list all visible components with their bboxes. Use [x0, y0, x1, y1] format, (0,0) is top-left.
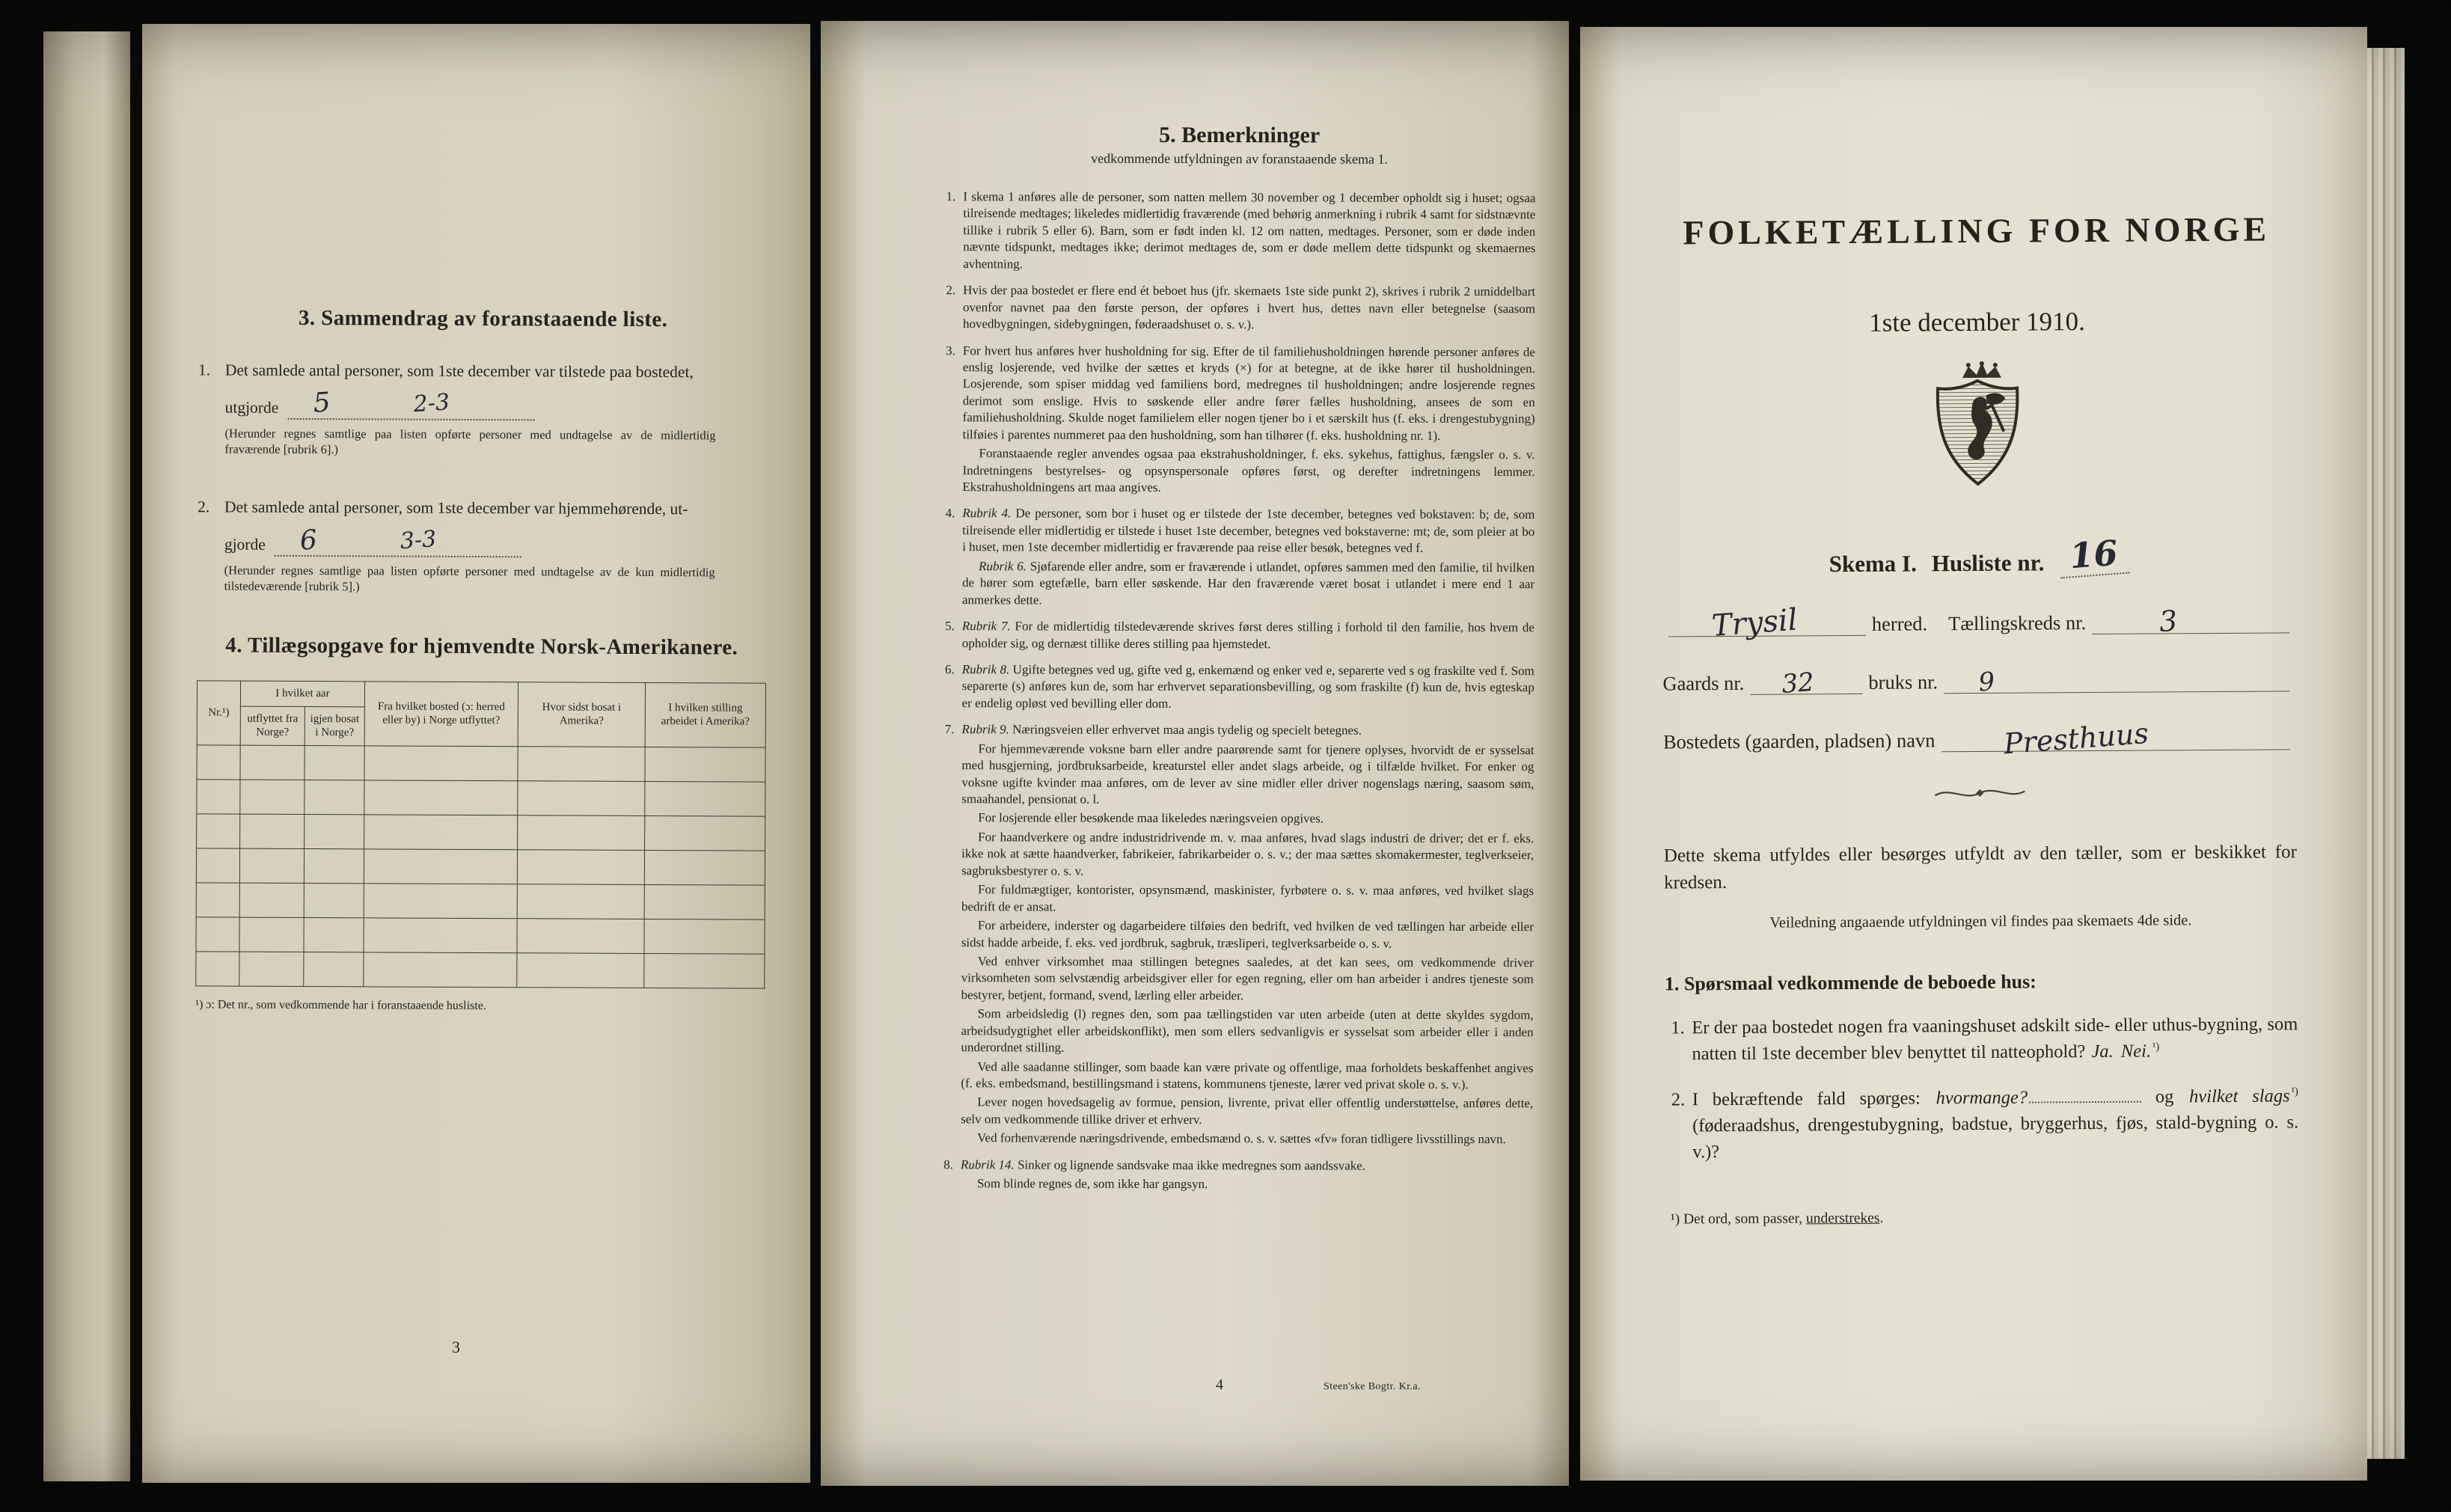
bemerkninger-item [942, 618, 1534, 655]
bemerkninger-item-number: 2. [946, 283, 956, 298]
summary-fill-row [224, 526, 715, 558]
flourish-icon [1931, 783, 2028, 804]
schema-line [1662, 533, 2295, 578]
census-date: 1ste december 1910. [1869, 307, 2085, 337]
summary-item-present [198, 358, 768, 459]
bemerkninger-paragraph: Som blinde regnes de, som ikke har gangsyn. [976, 1176, 1208, 1192]
table-empty-cell [304, 849, 364, 884]
summary-note: (Herunder regnes samtlige paa listen opførte personer med undtagelse av de kun midlertidig tilstedeværende [rubrik 5].) [224, 563, 715, 594]
summary-item-text: Det samlede antal personer, som 1ste december var hjemmehørende, ut- [224, 498, 688, 518]
table-empty-cell [518, 747, 645, 782]
table-empty-cell [305, 746, 364, 780]
table-empty-cell [364, 780, 518, 815]
bemerkninger-paragraph: Ved forhenværende næringsdrivende, embedsmænd o. s. v. sættes «fv» foran tidligere livsstillings navn. [977, 1130, 1506, 1147]
bemerkninger-item-body [962, 661, 1534, 715]
bosted-line [1941, 716, 2290, 761]
bemerkninger-paragraph: For arbeidere, inderster og dagarbeidere tilføies den bedrift, ved hvilken de ved tællingen har arbeide eller sidst hadde arbeide, f. eks. ved jordbruk, sagbruk, træsliperi, teglverksarbeide o. s. v. [961, 918, 1534, 951]
handwritten-husliste-number: 16 [2057, 532, 2129, 579]
filled-by-paragraph: Dette skema utfyldes eller besørges utfyldt av den tæller, som er beskikket for kredsen. [1663, 842, 2297, 893]
bemerkninger-item-number: 1. [946, 189, 956, 204]
handwritten-tally-resident: 3-3 [399, 526, 438, 555]
residence-line [1662, 716, 2296, 761]
returned-americans-table-body [196, 745, 765, 988]
bemerkninger-paragraph: Som arbeidsledig (l) regnes den, som paa tællingstiden var uten arbeide (uten at dette skyldes sygdom, arbeidsudygtighet eller arbeidskonflikt), men som ellers sedvanligvis er sysselsat som arbeider eller i anden underordnet stilling. [961, 1006, 1534, 1055]
footnote-suffix: . [1879, 1210, 1884, 1226]
question-2-lead: I bekræftende fald spørges: [1692, 1088, 1921, 1110]
label-skema: Skema I. [1829, 550, 1917, 578]
table-empty-cell [645, 782, 765, 817]
bemerkninger-item-body [962, 343, 1535, 500]
section4-heading: 4. Tillægsopgave for hjemvendte Norsk-Amerikanere. [225, 633, 738, 660]
question-1-body: Er der paa bostedet nogen fra vaaningshuset adskilt side- eller uthus-bygning, som natten til 1ste december blev benyttet til natteophold? [1692, 1014, 2298, 1065]
table-empty-cell [197, 745, 240, 780]
bemerkninger-item [940, 1157, 1533, 1196]
bemerkninger-item-number: 8. [943, 1157, 954, 1172]
table-footnote: ¹) ɔ: Det nr., som vedkommende har i foranstaaende husliste. [195, 998, 486, 1013]
table-empty-cell [364, 815, 518, 850]
census-title: FOLKETÆLLING FOR NORGE [1683, 209, 2271, 252]
handwritten-place-name: Presthuus [2003, 716, 2150, 761]
label-herred: herred. [1871, 612, 1928, 635]
col-header-year-back: igjen bosat i Norge? [305, 706, 364, 746]
section5-heading: 5. Bemerkninger [1159, 122, 1321, 148]
answer-no: Nei. [2120, 1041, 2152, 1062]
col-header-from: Fra hvilket bosted (ɔ: herred eller by) i Norge utflyttet? [364, 682, 518, 747]
table-empty-cell [196, 883, 239, 917]
page-summary [142, 24, 810, 1483]
bemerkninger-paragraph: Rubrik 7. For de midlertidig tilstedeværende skrives først deres stilling i forhold til den familie, hos hvem de opholder sig, og dernæst tillike deres stilling paa hjemstedet. [961, 619, 1534, 651]
table-header-row-1 [197, 681, 765, 708]
dotted-answer-line [2029, 1084, 2141, 1103]
questions-heading: 1. Spørsmaal vedkommende de beboede hus: [1664, 970, 2037, 995]
bemerkninger-item-body [961, 1157, 1533, 1196]
table-empty-row [196, 883, 765, 919]
handwritten-municipality: Trysil [1710, 602, 1799, 644]
bemerkninger-item [942, 343, 1535, 500]
bemerkninger-item [943, 189, 1535, 276]
table-empty-cell [518, 815, 645, 851]
page-3-number: 3 [452, 1338, 460, 1356]
bemerkninger-paragraph: Rubrik 6. Sjøfarende eller andre, som er fraværende i utlandet, opføres sammen med den familie, til hvilken de hører som egtefælle, barn eller søskende. Har den fraværende været bosat i utlandet i mere end 1 aar anmerkes dette. [962, 558, 1535, 607]
bemerkninger-item-number: 3. [946, 343, 955, 358]
section3-heading: 3. Sammendrag av foranstaaende liste. [298, 305, 668, 332]
divider-ornament [1663, 781, 2296, 808]
table-empty-cell [517, 919, 644, 954]
table-empty-cell [364, 746, 518, 781]
table-empty-cell [305, 780, 364, 815]
col-header-nr: Nr.¹) [197, 681, 240, 746]
bemerkninger-paragraph: For fuldmægtiger, kontorister, opsynsmænd, maskinister, fyrbøtere o. s. v. maa anføres, ved hvilket slags bedrift de er ansat. [961, 882, 1534, 914]
summary-word: utgjorde [224, 398, 279, 417]
handwritten-kreds-number: 3 [2158, 604, 2179, 639]
kreds-line [2092, 602, 2289, 639]
table-empty-cell [364, 884, 517, 919]
bemerkninger-paragraph: For losjerende eller besøkende maa likeledes næringsveien opgives. [978, 810, 1324, 826]
table-empty-cell [239, 917, 304, 952]
col-header-year-group: I hvilket aar [240, 681, 364, 706]
question-number: 2. [1671, 1089, 1686, 1110]
label-husliste: Husliste nr. [1931, 549, 2045, 577]
table-empty-cell [644, 954, 765, 989]
table-empty-cell [196, 917, 239, 952]
answer-yes: Ja. [2091, 1041, 2114, 1062]
table-empty-cell [239, 848, 304, 883]
handwritten-count-present: 5 [312, 387, 331, 420]
label-taellingskreds: Tællingskreds nr. [1948, 611, 2087, 635]
bemerkninger-paragraph: Rubrik 8. Ugifte betegnes ved ug, gifte ved g, enkemænd og enker ved e, separerte ved s og fraskilte ved f. Som separerte (s) anføres kun de, som har erhvervet separationsbevilling, og som fraskilte (f) kun de, hvis egteskap er endelig opløst ved bevilling eller dom. [961, 662, 1534, 711]
bemerkninger-paragraph: I skema 1 anføres alle de personer, som natten mellem 30 november og 1 december opholdt sig i huset; ogsaa tilreisende medtages; likeledes midlertidig fraværende (med behørig anmerkning i rubrik 4 samt for sidstnævnte tillike i rubrik 5 eller 6). Barn, som er født inden kl. 12 om natten, medtages. Personer, som er døde inden nævnte tidspunkt, medtages ikke; derimot medtages de, som er døde mellem dette tidspunkt og skemaernes avhentning. [963, 189, 1536, 272]
question-2 [1665, 1083, 2299, 1165]
summary-fill-row [225, 389, 716, 421]
cover-footnote [1671, 1208, 2299, 1228]
question-text [1692, 1011, 2298, 1067]
question-2-word1: hvormange? [1936, 1087, 2028, 1109]
bemerkninger-paragraph: Lever nogen hovedsagelig av formue, pension, livrente, privat eller offentlig understøttelse, anføres dette, selv om vedkommende tillike driver et erhverv. [961, 1095, 1534, 1127]
bemerkninger-list [940, 189, 1536, 1196]
bemerkninger-paragraph: Foranstaaende regler anvendes ogsaa paa ekstrahusholdninger, f. eks. sykehus, fattighus, fængsler o. s. v. Indretningens bestyrelses- og opsynspersonale opføres først, og derefter indretningens lemmer. Ekstrahusholdningens art maa angives. [962, 446, 1535, 495]
question-text [1692, 1083, 2299, 1165]
table-empty-cell [517, 884, 644, 919]
bemerkninger-item-number: 6. [945, 662, 955, 677]
summary-word: gjorde [224, 535, 266, 554]
handwritten-gaards-number: 32 [1780, 667, 1816, 700]
farm-line [1662, 660, 2295, 700]
bemerkninger-item [940, 721, 1534, 1151]
bemerkninger-item-number: 4. [945, 506, 955, 521]
returned-americans-table-head [197, 681, 765, 748]
table-empty-cell [239, 883, 304, 917]
page-cover-content [1576, 25, 2371, 1229]
handwritten-count-resident: 6 [299, 524, 319, 557]
question-2-word2: hvilket slags [2189, 1086, 2290, 1107]
table-empty-cell [240, 780, 305, 814]
table-empty-cell [517, 953, 644, 988]
table-empty-cell [304, 918, 364, 952]
page-4-number: 4 [1216, 1377, 1223, 1393]
summary-item-body [224, 359, 716, 459]
table-empty-cell [197, 780, 240, 814]
question-1 [1665, 1011, 2298, 1067]
table-empty-cell [240, 814, 305, 848]
bemerkninger-paragraph: For haandverkere og andre industridrivende m. v. maa anføres, hvad slags industri de driver; det er f. eks. ikke nok at sætte haandverker, fabrikeier, fabrikarbeider o. s. v.; der maa sættes skomakermester, teglverkseier, sagbruksbestyrer o. s. v. [961, 830, 1534, 878]
handwritten-bruks-number: 9 [1977, 667, 1996, 698]
handwriting-line [287, 389, 534, 420]
table-empty-cell [197, 814, 240, 848]
handwriting-line [275, 524, 521, 557]
col-header-occupation: I hvilken stilling arbeidet i Amerika? [645, 682, 765, 747]
table-empty-cell [305, 815, 364, 849]
norwegian-lion-crest-icon [1921, 357, 2034, 516]
handwritten-tally-present: 2-3 [412, 389, 450, 418]
footnote-ref: ¹) [2291, 1086, 2298, 1098]
bemerkninger-item-body [963, 189, 1535, 276]
bemerkninger-paragraph: Hvis der paa bostedet er flere end ét beboet hus (jfr. skemaets 1ste side punkt 2), skrives i rubrik 2 umiddelbart ovenfor navnet paa den første person, der opføres i hvert hus, dettes navn eller betegnelse (saasom hovedbygningen, sidebygningen, føderaadshuset o. s. v.). [962, 283, 1536, 332]
table-empty-cell [644, 885, 765, 920]
bemerkninger-paragraph: For hvert hus anføres hver husholdning for sig. Efter de til familiehusholdningen hørende personer anføres de enslig losjerende, ved hvilke der sættes et kryds (×) for at betegne, at de ikke hører til husholdningen. Losjerende, som spiser middag ved familiens bord, medregnes til husholdningen; andre losjerende regnes derimot som enslige. Hvis to søskende eller andre fører fælles husholdning, ansees de som en familiehusholdning. Skulde noget familielem eller nogen tjener bo i et særskilt hus (f. eks. i drengestubygning) tilføies i parentes nummeret paa den husholdning, som han tilhører (f. eks. husholdning nr. 1). [962, 343, 1535, 443]
bemerkninger-item [942, 661, 1534, 715]
table-empty-cell [645, 816, 765, 851]
bemerkninger-paragraph: Ved enhver virksomhet maa stillingen betegnes saaledes, at det kan sees, om vedkommende driver virksomheten som selvstændig arbeidsgiver eller for egen regning, eller om han arbeider i andres tjeneste som bestyrer, betjent, formand, svend, lærling eller arbeider. [961, 954, 1534, 1003]
bruks-line [1944, 660, 2290, 698]
table-empty-cell [644, 919, 765, 955]
table-empty-cell [196, 848, 239, 883]
col-header-where: Hvor sidst bosat i Amerika? [518, 682, 645, 747]
bemerkninger-item [943, 282, 1535, 336]
coat-of-arms [1921, 357, 2034, 516]
page-summary-content [140, 22, 813, 1014]
table-empty-row [197, 780, 765, 816]
left-page-edge [43, 31, 130, 1481]
printer-mark: Steen'ske Bogtr. Kr.a. [1324, 1381, 1421, 1392]
bemerkninger-item-body [963, 282, 1535, 336]
page-remarks-content [819, 20, 1570, 1196]
table-empty-cell [644, 851, 765, 886]
summary-item-resident [198, 496, 768, 597]
table-empty-cell [239, 952, 304, 986]
municipality-line [1668, 602, 1866, 644]
table-empty-cell [304, 952, 364, 987]
summary-item-number: 2. [198, 498, 210, 516]
question-number: 1. [1671, 1017, 1685, 1038]
table-empty-cell [364, 849, 517, 884]
summary-item-text: Det samlede antal personer, som 1ste december var tilstede paa bostedet, [224, 361, 694, 382]
table-empty-cell [240, 745, 305, 780]
label-bruks-nr: bruks nr. [1868, 670, 1939, 694]
bemerkninger-item-body [962, 618, 1534, 655]
page-remarks [821, 21, 1569, 1486]
summary-item-number: 1. [198, 361, 211, 379]
label-bosted: Bostedets (gaarden, pladsen) navn [1662, 729, 1936, 753]
bemerkninger-paragraph: Ved alle saadanne stillinger, som baade kan være private og offentlige, maa forholdets beskaffenhet angives (f. eks. embedsmand, bestillingsmand i statens, kommunens tjeneste, lærer ved privat skole o. s. v.). [961, 1059, 1534, 1092]
table-empty-cell [364, 918, 517, 953]
question-2-paren: (føderaadshus, drengestubygning, badstue, bryggerhus, fjøs, stald-bygning o. s. v.)? [1692, 1112, 2299, 1163]
table-empty-cell [645, 747, 765, 783]
footnote-ref: ¹) [2152, 1041, 2160, 1053]
table-empty-cell [518, 781, 645, 816]
table-empty-cell [517, 850, 644, 885]
bemerkninger-item-body [962, 506, 1534, 613]
footnote-prefix: ¹) Det ord, som passer, [1670, 1210, 1806, 1228]
summary-note: (Herunder regnes samtlige paa listen opførte personer med undtagelse av de midlertidig fraværende [rubrik 6].) [224, 426, 716, 457]
bemerkninger-paragraph: For hjemmeværende voksne barn eller andre paarørende samt for tjenere oplyses, hvorvidt de er sysselsat med husgjerning, jordbruksarbeide, kreaturstel eller andet slags arbeide, og i tilfælde hvilket. For enker og voksne ugifte kvinder maa anføres, om de lever av sine midler eller driver nogenslags næring, saasom søm, smaahandel, pensionat o. l. [961, 741, 1534, 806]
section5-subheading: vedkommende utfyldningen av foranstaaende skema 1. [1091, 150, 1389, 167]
bemerkninger-item-number: 5. [945, 619, 955, 634]
table-empty-cell [196, 952, 239, 986]
summary-item-body [224, 496, 716, 596]
district-line [1662, 602, 2295, 644]
col-header-year-out: utflyttet fra Norge? [240, 706, 305, 746]
table-empty-row [196, 917, 765, 954]
right-page-edges [2367, 48, 2405, 1459]
label-gaards-nr: Gaards nr. [1662, 671, 1745, 695]
bemerkninger-paragraph: Rubrik 9. Næringsveien eller erhvervet maa angis tydelig og specielt betegnes. [961, 722, 1362, 738]
page-cover [1580, 27, 2367, 1481]
gaards-line [1750, 663, 1862, 700]
returned-americans-table [195, 680, 766, 989]
bemerkninger-item-body [961, 721, 1534, 1151]
question-2-mid: og [2155, 1086, 2174, 1107]
table-empty-row [197, 745, 765, 782]
table-empty-row [196, 952, 765, 988]
footnote-underlined-word: understrekes [1805, 1210, 1880, 1227]
guidance-note: Veiledning angaaende utfyldningen vil findes paa skemaets 4de side. [1769, 912, 2192, 931]
table-empty-row [196, 848, 765, 885]
bemerkninger-paragraph: Rubrik 14. Sinker og lignende sandsvake maa ikke medregnes som aandssvake. [961, 1157, 1366, 1173]
table-empty-cell [364, 952, 517, 988]
bemerkninger-item [942, 506, 1534, 613]
bemerkninger-paragraph: Rubrik 4. De personer, som bor i huset og er tilstede der 1ste december, betegnes ved bokstaven: b; de, som tilreisende eller midlertidig er tilstede i huset 1ste december, betegnes ved bokstaverne: mt; de, som pleier at bo i huset, men 1ste december midlertidig er fraværende paa reise eller besøk, betegnes ved f. [962, 506, 1535, 556]
table-empty-cell [304, 884, 364, 918]
table-empty-row [197, 814, 765, 851]
bemerkninger-item-number: 7. [944, 722, 955, 737]
